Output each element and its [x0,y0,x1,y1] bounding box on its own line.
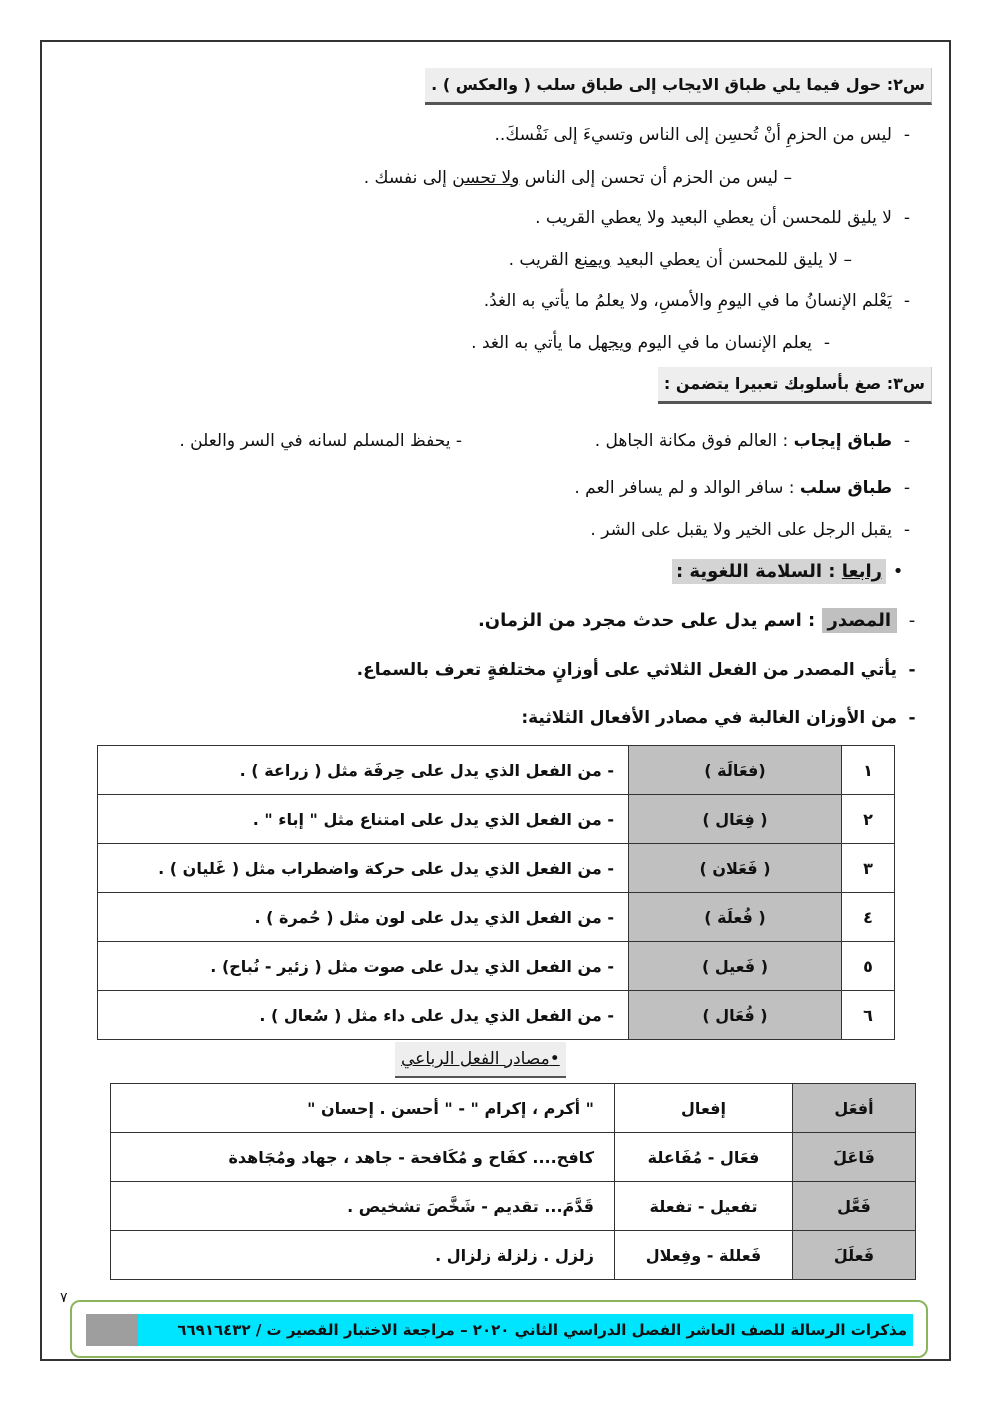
rubai-verb: فَعلَلَ [793,1231,916,1280]
rubai-row [111,1182,916,1231]
pattern-row [98,795,895,844]
rubai-verb: فَعَّل [793,1182,916,1231]
pattern-number: ١ [842,746,895,795]
pattern-row [98,991,895,1040]
q2-item-1-text: ليس من الحزمِ أنْ تُحسِن إلى الناس وتسيءَ إلى نَفْسكَ.. [494,125,892,145]
section4-line3: -من الأوزان الغالبة في مصادر الأفعال الثلاثية: [521,708,916,728]
pattern-number: ٢ [842,795,895,844]
q3-extra: -يقبل الرجل على الخير ولا يقبل على الشر . [590,520,911,540]
trilateral-patterns-table [97,745,895,1040]
pattern-description: - من الفعل الذي يدل على لون مثل ( حُمرة ) . [98,893,629,942]
pattern-number: ٦ [842,991,895,1040]
q2-item-1: -ليس من الحزمِ أنْ تُحسِن إلى الناس وتسيءَ إلى نَفْسكَ.. [494,125,911,145]
masdar-definition: -المصدر : اسم يدل على حدث مجرد من الزمان. [477,610,916,631]
footer-bar [86,1314,913,1346]
rubai-masdar: فعَال - مُفَاعلة [615,1133,793,1182]
q3-ijab: -طباق إيجاب : العالم فوق مكانة الجاهل . [594,431,911,451]
page-number: ٧ [60,1290,68,1306]
rubai-verb: فَاعَلَ [793,1133,916,1182]
footer-grey-block [86,1314,138,1346]
pattern-weight: ( فَعَلان ) [629,844,842,893]
pattern-number: ٣ [842,844,895,893]
rubai-masdar: فَعللة - وفِعلال [615,1231,793,1280]
q2-answer-1: – ليس من الحزم أن تحسن إلى الناس ولا تحسن إلى نفسك . [363,168,792,188]
rubai-row [111,1133,916,1182]
section4-title: •رابعا : السلامة اللغوية : [672,555,910,589]
pattern-number: ٤ [842,893,895,942]
rubai-verb: أفعَل [793,1084,916,1133]
pattern-description: - من الفعل الذي يدل على صوت مثل ( زئير - نُباح) . [98,942,629,991]
rubai-masdar: إفعال [615,1084,793,1133]
rubai-masdar: تفعيل - تفعلة [615,1182,793,1231]
pattern-weight: (فعَالَة ) [629,746,842,795]
pattern-weight: ( فُعلَة ) [629,893,842,942]
pattern-weight: ( فِعَال ) [629,795,842,844]
q2-heading: س٢: حول فيما يلي طباق الايجاب إلى طباق سلب ( والعكس ) . [425,68,932,105]
pattern-description: - من الفعل الذي يدل على داء مثل ( سُعال ) . [98,991,629,1040]
pattern-row [98,746,895,795]
rubai-heading: •مصادر الفعل الرباعي [395,1042,566,1078]
rubai-example: كافح.... كفَاح و مُكَافحة - جاهد ، جهاد ومُجَاهدة [111,1133,615,1182]
pattern-description: - من الفعل الذي يدل على امتناع مثل " إباء " . [98,795,629,844]
pattern-number: ٥ [842,942,895,991]
q3-heading: س٣: صغ بأسلوبك تعبيرا يتضمن : [658,367,932,404]
pattern-row [98,893,895,942]
section4-line2: -يأتي المصدر من الفعل الثلاثي على أوزانٍ مختلفةٍ تعرف بالسماع. [356,660,916,680]
quadrilateral-masdar-table [110,1083,916,1280]
pattern-row [98,942,895,991]
q2-answer-2: – لا يليق للمحسن أن يعطي البعيد ويمنع القريب . [508,250,852,270]
q2-answer-3: -يعلم الإنسان ما في اليوم ويجهل ما يأتي به الغد . [471,333,831,353]
footer-text: مذكرات الرسالة للصف العاشر الفصل الدراسي الثاني ٢٠٢٠ – مراجعة الاختبار القصير ت / ٦٦٩١٦٤٣٢ [177,1321,907,1339]
rubai-row [111,1084,916,1133]
q2-item-3: -يَعْلم الإنسانُ ما في اليومِ والأمسِ، ولا يعلمُ ما يأتي به الغدُ. [483,291,911,311]
q3-salb: -طباق سلب : سافر الوالد و لم يسافر العم . [574,478,911,498]
rubai-example: قَدَّمَ... تقديم - شَخَّصَ تشخيص . [111,1182,615,1231]
pattern-row [98,844,895,893]
pattern-description: - من الفعل الذي يدل على حركة واضطراب مثل ( غَليان ) . [98,844,629,893]
rubai-example: زلزل . زلزلة زلزال . [111,1231,615,1280]
rubai-row [111,1231,916,1280]
pattern-weight: ( فَعيل ) [629,942,842,991]
q2-item-2: -لا يليق للمحسن أن يعطي البعيد ولا يعطي القريب . [535,208,911,228]
footer-box [70,1300,928,1358]
q3-ijab-2: - يحفظ المسلم لسانه في السر والعلن . [179,431,462,451]
pattern-weight: ( فُعَال ) [629,991,842,1040]
pattern-description: - من الفعل الذي يدل على حِرفَة مثل ( زراعة ) . [98,746,629,795]
rubai-example: " أكرم ، إكرام " - " أحسن . إحسان " [111,1084,615,1133]
